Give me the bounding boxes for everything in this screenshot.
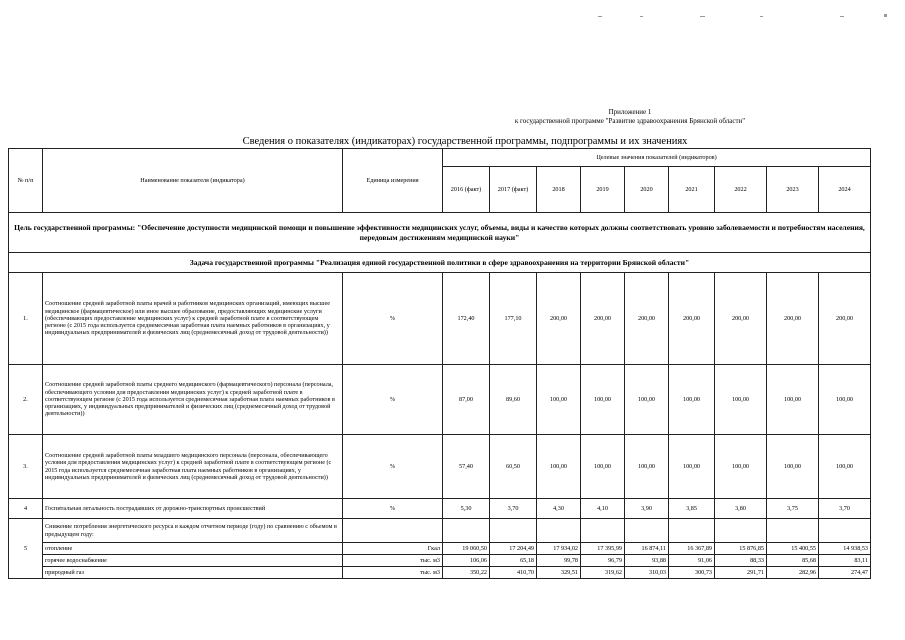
row5-sub-value: 16 874,11 [625, 543, 669, 555]
row5-sub-value: 65,18 [490, 555, 537, 567]
row-value: 3,70 [819, 499, 871, 519]
row5-sub-value: 319,62 [581, 567, 625, 579]
row5-sub-value: 83,11 [819, 555, 871, 567]
appendix-line1: Приложение 1 [608, 108, 652, 116]
row-value: 100,00 [669, 435, 715, 499]
header-name: Наименование показателя (индикатора) [43, 149, 343, 213]
row-value: 3,90 [625, 499, 669, 519]
row5-value-empty [490, 519, 537, 543]
row-value: 172,40 [443, 273, 490, 365]
row5-sub-value: 19 060,50 [443, 543, 490, 555]
header-year: 2017 (факт) [490, 167, 537, 213]
row-unit: % [343, 435, 443, 499]
row-unit: % [343, 365, 443, 435]
row-value: 100,00 [819, 365, 871, 435]
table-row [9, 273, 871, 365]
scan-speck [700, 16, 705, 17]
row-name: Соотношение средней заработной платы младшего медицинского персонала (персонала, обеспечивающего условия для предоставления медицинских услуг) к средней заработной плате в соответствующем регионе (с 2015 года используется среднемесячная заработная плата наемных работников в организациях, у индивидуальных предпринимателей и физических лиц (среднемесячный доход от трудовой деятельности)) [43, 435, 343, 499]
row5-sub-value: 291,71 [715, 567, 767, 579]
row-value: 60,50 [490, 435, 537, 499]
table-row [9, 543, 871, 555]
table-row [9, 365, 871, 435]
task-row: Задача государственной программы "Реализация единой государственной политики в сфере здравоохранения на территории Брянской области" [9, 253, 871, 273]
row-name: Соотношение средней заработной платы среднего медицинского (фармацевтического) персонала (персонала, обеспечивающего условия для предоставления медицинских услуг) к средней заработной плате в соответствующем регионе (с 2015 года используется среднемесячная заработная плата наемных работников в организациях, у индивидуальных предпринимателей и физических лиц (среднемесячный доход от трудовой деятельности)) [43, 365, 343, 435]
table-row [9, 213, 871, 253]
table-row [9, 253, 871, 273]
row5-value-empty [625, 519, 669, 543]
document-title: Сведения о показателях (индикаторах) государственной программы, подпрограммы и их значениях [242, 136, 688, 147]
row-value: 87,00 [443, 365, 490, 435]
row5-sub-value: 85,68 [767, 555, 819, 567]
row5-sub-value: 106,06 [443, 555, 490, 567]
header-year: 2016 (факт) [443, 167, 490, 213]
row5-sub-value: 17 934,02 [537, 543, 581, 555]
appendix-line2: к государственной программе "Развитие здравоохранения Брянской области" [514, 117, 746, 125]
row-value: 100,00 [581, 435, 625, 499]
scan-speck [840, 16, 844, 17]
row5-value-empty [443, 519, 490, 543]
row-value: 200,00 [669, 273, 715, 365]
header-year: 2023 [767, 167, 819, 213]
row-num: 3. [9, 435, 43, 499]
row5-value-empty [537, 519, 581, 543]
row5-sub-value: 282,96 [767, 567, 819, 579]
row-value: 3,70 [490, 499, 537, 519]
row-value: 100,00 [581, 365, 625, 435]
row5-value-empty [767, 519, 819, 543]
header-targets: Целевые значения показателей (индикаторов) [443, 149, 871, 167]
row-value: 100,00 [715, 365, 767, 435]
scan-speck [760, 16, 763, 17]
row-value: 177,10 [490, 273, 537, 365]
row5-value-empty [715, 519, 767, 543]
row5-sub-value: 15 400,55 [767, 543, 819, 555]
row-name: Госпитальная летальность пострадавших от дорожно-транспортных происшествий [43, 499, 343, 519]
row-value: 100,00 [767, 365, 819, 435]
header-year: 2019 [581, 167, 625, 213]
row-num: 4 [9, 499, 43, 519]
row-value: 4,30 [537, 499, 581, 519]
row-value: 100,00 [537, 365, 581, 435]
row5-sub-value: 96,79 [581, 555, 625, 567]
row5-value-empty [581, 519, 625, 543]
row-value: 100,00 [715, 435, 767, 499]
row-value: 89,60 [490, 365, 537, 435]
row5-sub-value: 17 395,99 [581, 543, 625, 555]
row-value: 57,40 [443, 435, 490, 499]
row-value: 3,80 [715, 499, 767, 519]
table-row [9, 499, 871, 519]
row-value: 200,00 [537, 273, 581, 365]
row-value: 100,00 [537, 435, 581, 499]
row-value: 100,00 [625, 435, 669, 499]
row-value: 100,00 [669, 365, 715, 435]
table-row [9, 435, 871, 499]
row5-sub-value: 91,06 [669, 555, 715, 567]
goal-row: Цель государственной программы: "Обеспечение доступности медицинской помощи и повышение эффективности медицинских услуг, объемы, виды и качество которых должны соответствовать уровню заболеваемости и потребностям населения, передовым достижениям медицинской науки" [9, 213, 871, 253]
row5-value-empty [669, 519, 715, 543]
row5-sub-value: 15 876,85 [715, 543, 767, 555]
row5-sub-value: 16 367,89 [669, 543, 715, 555]
row-value: 200,00 [819, 273, 871, 365]
row5-sub-value: 17 204,49 [490, 543, 537, 555]
row5-sub-value: 99,78 [537, 555, 581, 567]
row-value: 200,00 [767, 273, 819, 365]
scan-speck [884, 14, 887, 17]
row5-num: 5 [9, 519, 43, 579]
row-value: 100,00 [767, 435, 819, 499]
row5-sub-value: 274,47 [819, 567, 871, 579]
row-value: 200,00 [581, 273, 625, 365]
table-row [9, 555, 871, 567]
row5-sub-unit: Гкал [343, 543, 443, 555]
row-num: 2. [9, 365, 43, 435]
row5-sub-unit: тыс. м3 [343, 567, 443, 579]
table-row [9, 519, 871, 543]
row5-sub-name: природный газ [43, 567, 343, 579]
scan-speck [640, 16, 643, 17]
row5-sub-value: 410,70 [490, 567, 537, 579]
row5-sub-value: 300,73 [669, 567, 715, 579]
row5-sub-value: 350,22 [443, 567, 490, 579]
row5-sub-name: горячее водоснабжение [43, 555, 343, 567]
row5-name: Снижение потребления энергетического ресурса в каждом отчетном периоде (году) по сравнению с объемом в предыдущем году: [43, 519, 343, 543]
row5-sub-value: 93,88 [625, 555, 669, 567]
header-unit: Единица измерения [343, 149, 443, 213]
row-value: 5,30 [443, 499, 490, 519]
header-num: № п/п [9, 149, 43, 213]
row-value: 3,75 [767, 499, 819, 519]
row-value: 200,00 [715, 273, 767, 365]
row5-unit-empty [343, 519, 443, 543]
row-num: 1. [9, 273, 43, 365]
row5-sub-name: отопление [43, 543, 343, 555]
header-year: 2021 [669, 167, 715, 213]
header-year: 2022 [715, 167, 767, 213]
scan-speck [598, 16, 602, 17]
header-year: 2018 [537, 167, 581, 213]
indicators-table [8, 148, 871, 579]
header-year: 2020 [625, 167, 669, 213]
row-value: 4,10 [581, 499, 625, 519]
row5-value-empty [819, 519, 871, 543]
row5-sub-value: 329,51 [537, 567, 581, 579]
row-name: Соотношение средней заработной платы врачей и работников медицинских организаций, имеющих высшее медицинское (фармацевтическое) или иное высшее образование, предоставляющих медицинские услуги (обеспечивающих предоставление медицинских услуг) к средней заработной плате в соответствующем регионе (с 2015 года используется среднемесячная заработная плата наемных работников в организациях, у индивидуальных предпринимателей и физических лиц (среднемесячный доход от трудовой деятельности)) [43, 273, 343, 365]
row5-sub-unit: тыс. м3 [343, 555, 443, 567]
header-year: 2024 [819, 167, 871, 213]
row-value: 200,00 [625, 273, 669, 365]
table-row [9, 567, 871, 579]
row5-sub-value: 14 938,53 [819, 543, 871, 555]
row-value: 3,85 [669, 499, 715, 519]
row-value: 100,00 [819, 435, 871, 499]
row-unit: % [343, 499, 443, 519]
table-row [9, 149, 871, 167]
row5-sub-value: 88,33 [715, 555, 767, 567]
row-unit: % [343, 273, 443, 365]
row5-sub-value: 310,03 [625, 567, 669, 579]
row-value: 100,00 [625, 365, 669, 435]
appendix-note [470, 108, 790, 126]
